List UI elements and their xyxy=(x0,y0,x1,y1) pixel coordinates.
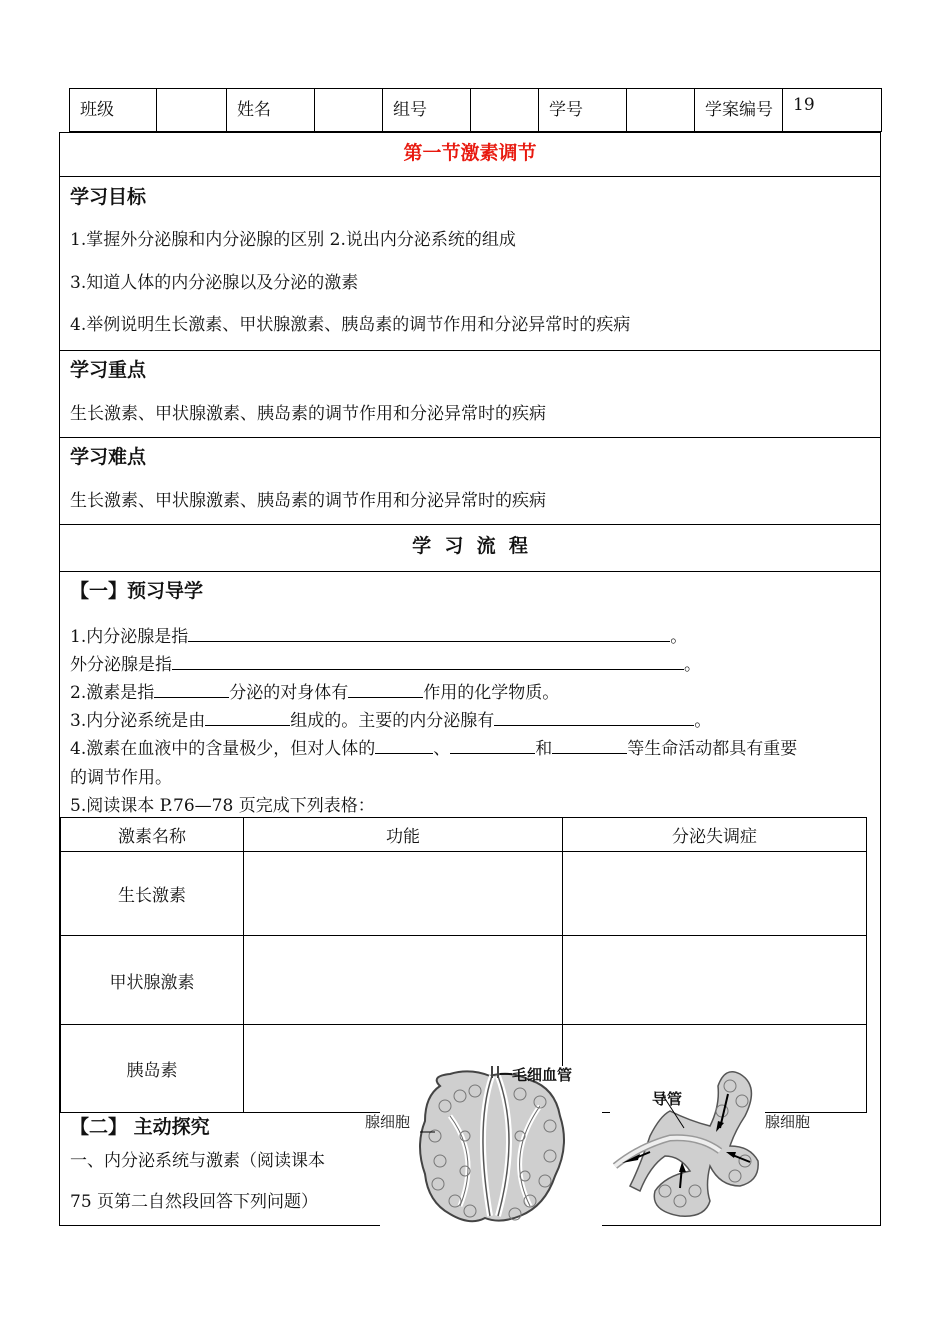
q4-text: 4.激素在血液中的含量极少，但对人体的 xyxy=(70,739,376,759)
difficulties-section xyxy=(60,438,880,525)
q2-blank-2[interactable] xyxy=(348,681,423,698)
key-points-section xyxy=(60,351,880,438)
q4-blank-3[interactable] xyxy=(552,737,627,754)
student-id-label: 学号 xyxy=(539,89,627,132)
explore-line-2: 75 页第二自然段回答下列问题） xyxy=(70,1192,319,1212)
difficulties-text: 生长激素、甲状腺激素、胰岛素的调节作用和分泌异常时的疾病 xyxy=(70,491,546,511)
class-field[interactable] xyxy=(157,89,227,132)
group-label: 组号 xyxy=(383,89,471,132)
duct-label: 导管 xyxy=(652,1090,683,1108)
q1b-text: 外分泌腺是指 xyxy=(70,655,172,675)
plan-number-label: 学案编号 xyxy=(695,89,783,132)
objective-line-1: 1.掌握外分泌腺和内分泌腺的区别 2.说出内分泌系统的组成 xyxy=(70,230,516,250)
capillary-label: 毛细血管 xyxy=(512,1066,573,1084)
q3-mid: 组成的。主要的内分泌腺有 xyxy=(290,711,495,731)
header-disorder: 分泌失调症 xyxy=(563,818,867,852)
q1a-blank[interactable] xyxy=(188,625,670,642)
main-content-box xyxy=(59,132,881,1226)
q4-sep-1: 、 xyxy=(433,739,451,759)
plan-number-value: 19 xyxy=(783,89,882,132)
objective-line-2: 3.知道人体的内分泌腺以及分泌的激素 xyxy=(70,273,359,293)
thyroid-function-cell[interactable] xyxy=(244,936,563,1025)
objectives-section xyxy=(60,177,880,351)
q1a-text: 1.内分泌腺是指 xyxy=(70,627,189,647)
question-1a xyxy=(70,622,687,647)
header-hormone-name: 激素名称 xyxy=(61,818,244,852)
row-thyroid-hormone: 甲状腺激素 xyxy=(61,936,244,1025)
question-3 xyxy=(70,706,711,731)
q3-end: 。 xyxy=(694,711,712,731)
question-4-cont: 的调节作用。 xyxy=(70,768,172,788)
q2-blank-1[interactable] xyxy=(154,681,229,698)
q2-mid: 分泌的对身体有 xyxy=(229,683,349,703)
left-gland-cell-label: 腺细胞 xyxy=(365,1113,411,1131)
growth-function-cell[interactable] xyxy=(244,852,563,936)
q3-blank-2[interactable] xyxy=(494,709,694,726)
name-label: 姓名 xyxy=(227,89,315,132)
row-insulin: 胰岛素 xyxy=(61,1025,244,1113)
header-function: 功能 xyxy=(244,818,563,852)
objectives-heading: 学习目标 xyxy=(70,186,147,208)
lesson-title: 第一节激素调节 xyxy=(403,142,537,164)
question-2 xyxy=(70,678,559,703)
q1b-end: 。 xyxy=(684,655,701,675)
process-title-section xyxy=(60,525,880,572)
process-title: 学 习 流 程 xyxy=(412,535,528,557)
exocrine-gland-diagram xyxy=(610,1066,765,1222)
q2-end: 作用的化学物质。 xyxy=(423,683,560,703)
name-field[interactable] xyxy=(315,89,383,132)
q2-text: 2.激素是指 xyxy=(70,683,155,703)
q1b-blank[interactable] xyxy=(172,653,684,670)
endocrine-gland-diagram xyxy=(380,1066,602,1230)
title-section xyxy=(60,133,880,177)
growth-disorder-cell[interactable] xyxy=(563,852,867,936)
question-1b xyxy=(70,650,701,675)
thyroid-disorder-cell[interactable] xyxy=(563,936,867,1025)
key-points-heading: 学习重点 xyxy=(70,359,147,381)
right-gland-cell-label: 腺细胞 xyxy=(765,1113,811,1131)
preview-heading: 【一】预习导学 xyxy=(70,580,204,602)
q3-text: 3.内分泌系统是由 xyxy=(70,711,206,731)
group-field[interactable] xyxy=(471,89,539,132)
q4-blank-1[interactable] xyxy=(375,737,433,754)
class-label: 班级 xyxy=(70,89,157,132)
header-info-table xyxy=(69,88,882,132)
key-points-text: 生长激素、甲状腺激素、胰岛素的调节作用和分泌异常时的疾病 xyxy=(70,404,546,424)
row-growth-hormone: 生长激素 xyxy=(61,852,244,936)
question-4 xyxy=(70,734,797,759)
q3-blank-1[interactable] xyxy=(205,709,290,726)
question-5: 5.阅读课本 P.76—78 页完成下列表格： xyxy=(70,796,375,816)
student-id-field[interactable] xyxy=(627,89,695,132)
q1a-end: 。 xyxy=(670,627,688,647)
explore-heading: 【二】 主动探究 xyxy=(70,1116,210,1138)
q4-blank-2[interactable] xyxy=(450,737,535,754)
objective-line-3: 4.举例说明生长激素、甲状腺激素、胰岛素的调节作用和分泌异常时的疾病 xyxy=(70,315,631,335)
explore-line-1: 一、内分泌系统与激素（阅读课本 xyxy=(70,1151,325,1171)
q4-end: 等生命活动都具有重要 xyxy=(627,739,798,759)
difficulties-heading: 学习难点 xyxy=(70,446,147,468)
q4-sep-2: 和 xyxy=(535,739,553,759)
